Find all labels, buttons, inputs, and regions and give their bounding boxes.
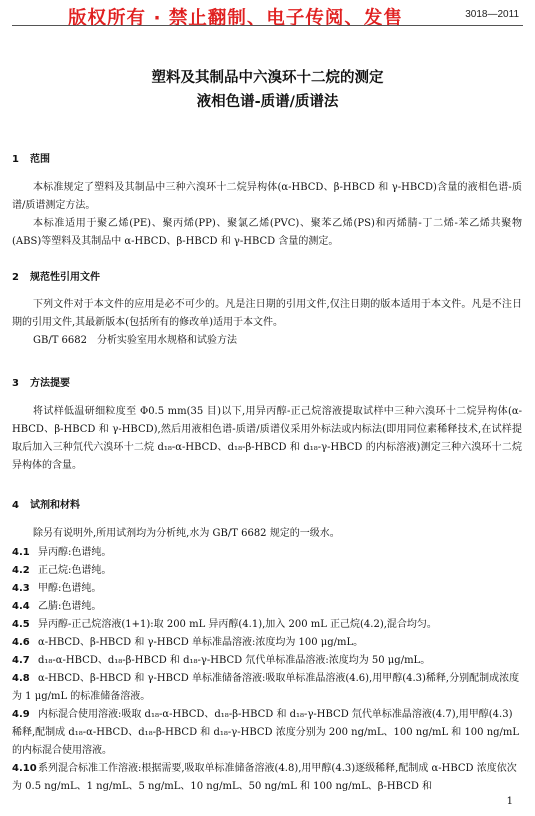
list-item (12, 562, 522, 580)
title-line-1: 塑料及其制品中六溴环十二烷的测定 (151, 70, 384, 86)
title-line-2: 液相色谱-质谱/质谱法 (196, 94, 339, 110)
list-item (12, 634, 522, 652)
item-text: 正己烷:色谱纯。 (38, 565, 112, 576)
item-number: 4.1 (12, 547, 30, 558)
section-4-heading (12, 496, 80, 511)
list-item (12, 760, 522, 796)
item-number: 4.9 (12, 709, 30, 720)
section-1-paragraph-2: 本标准适用于聚乙烯(PE)、聚丙烯(PP)、聚氯乙烯(PVC)、聚苯乙烯(PS)和丙烯腈-丁二烯-苯乙烯共聚物(ABS)等塑料及其制品中 α-HBCD、β-HBCD 和 γ-HBCD 含量的测定。 (12, 218, 522, 247)
section-4-paragraph-1: 除另有说明外,所用试剂均为分析纯,水为 GB/T 6682 规定的一级水。 (33, 528, 340, 539)
list-item (12, 598, 522, 616)
section-number: 1 (12, 154, 19, 165)
page-number: 1 (506, 796, 513, 807)
item-text: 甲醇:色谱纯。 (38, 583, 102, 594)
section-2-paragraph-1: 下列文件对于本文件的应用是必不可少的。凡是注日期的引用文件,仅注日期的版本适用于本文件。凡是不注日期的引用文件,其最新版本(包括所有的修改单)适用于本文件。 (12, 299, 522, 328)
copyright-watermark: 版权所有 · 禁止翻制、电子传阅、发售 (68, 8, 403, 29)
section-title: 范围 (30, 154, 50, 165)
item-number: 4.5 (12, 619, 30, 630)
section-3-paragraph-1: 将试样低温研细粒度至 Φ0.5 mm(35 目)以下,用异丙醇-正己烷溶液提取试样中三种六溴环十二烷异构体(α-HBCD、β-HBCD 和 γ-HBCD),然后用液相色谱-质谱/质谱仪采用外标法或内标法(即用同位素稀释技术,在试样提取后加入三种氘代六溴环十二烷 d₁₈-α-HBCD、d₁₈-β-HBCD 和 d₁₈-γ-HBCD 的内标溶液)测定三种六溴环十二烷异构体的含量。 (12, 406, 522, 471)
section-3-heading (12, 374, 70, 389)
header-rule (12, 25, 523, 26)
item-number: 4.2 (12, 565, 30, 576)
item-number: 4.3 (12, 583, 30, 594)
section-title: 方法提要 (30, 378, 70, 389)
item-text: 异丙醇:色谱纯。 (38, 547, 112, 558)
item-number: 4.4 (12, 601, 30, 612)
item-text: 乙腈:色谱纯。 (38, 601, 102, 612)
list-item (12, 544, 522, 562)
standard-number: 3018—2011 (465, 9, 519, 20)
section-1-paragraph-1: 本标准规定了塑料及其制品中三种六溴环十二烷异构体(α-HBCD、β-HBCD 和 γ-HBCD)含量的液相色谱-质谱/质谱测定方法。 (12, 182, 522, 211)
section-2-heading (12, 268, 100, 283)
item-number: 4.8 (12, 673, 30, 684)
item-number: 4.7 (12, 655, 30, 666)
section-title: 试剂和材料 (30, 500, 80, 511)
item-text: α-HBCD、β-HBCD 和 γ-HBCD 单标准储备溶液:吸取单标准晶溶液(4.6),用甲醇(4.3)稀释,分别配制成浓度为 1 μg/mL 的标准储备溶液。 (12, 673, 520, 702)
section-title: 规范性引用文件 (30, 272, 100, 283)
item-number: 4.6 (12, 637, 30, 648)
item-text: 系列混合标准工作溶液:根据需要,吸取单标准储备溶液(4.8),用甲醇(4.3)逐级稀释,配制成 α-HBCD 浓度依次为 0.5 ng/mL、1 ng/mL、5 ng/mL、10 ng/mL、50 ng/mL 和 100 ng/mL、β-HBCD 和 (12, 763, 517, 792)
section-number: 3 (12, 378, 19, 389)
item-text: 异丙醇-正己烷溶液(1+1):取 200 mL 异丙醇(4.1),加入 200 mL 正己烷(4.2),混合均匀。 (38, 619, 437, 630)
item-text: d₁₈-α-HBCD、d₁₈-β-HBCD 和 d₁₈-γ-HBCD 氘代单标准晶溶液:浓度均为 50 μg/mL。 (38, 655, 431, 666)
item-text: 内标混合使用溶液:吸取 d₁₈-α-HBCD、d₁₈-β-HBCD 和 d₁₈-γ-HBCD 氘代单标准晶溶液(4.7),用甲醇(4.3)稀释,配制成 d₁₈-α-HBCD、d₁₈-β-HBCD 和 d₁₈-γ-HBCD 浓度分别为 200 ng/mL、100 ng/mL 和 100 ng/mL 的内标混合使用溶液。 (12, 709, 520, 756)
list-item (12, 706, 522, 760)
list-item (12, 580, 522, 598)
item-text: α-HBCD、β-HBCD 和 γ-HBCD 单标准晶溶液:浓度均为 100 μg/mL。 (38, 637, 364, 648)
list-item (12, 670, 522, 706)
section-2-reference: GB/T 6682 分析实验室用水规格和试验方法 (33, 335, 238, 346)
section-number: 2 (12, 272, 19, 283)
section-number: 4 (12, 500, 19, 511)
section-1-heading (12, 150, 50, 165)
list-item (12, 652, 522, 670)
item-number: 4.10 (12, 763, 37, 774)
list-item (12, 616, 522, 634)
